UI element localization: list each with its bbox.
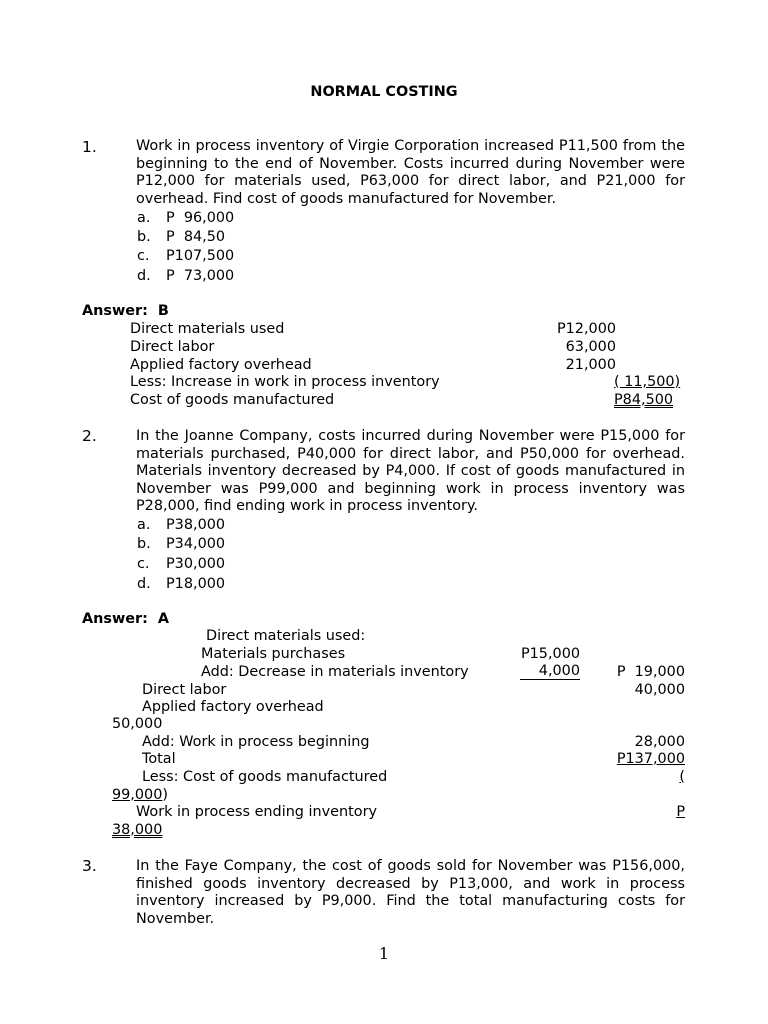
q1-answer: Answer: B [82, 303, 169, 319]
q2-add-decrease-label: Add: Decrease in materials inventory [201, 664, 469, 680]
q1-row-col2 [614, 392, 673, 409]
q2-total-label: Total [142, 751, 176, 767]
q2-less-cgm-paren: ( [679, 769, 685, 785]
q2-mat-purchases-value: P15,000 [520, 646, 580, 662]
q1-row-col1: 63,000 [565, 339, 616, 355]
q2-choice-a-letter: a. [137, 517, 151, 533]
q1-choice-b: P 84,50 [166, 229, 226, 245]
q2-total-value: P137,000 [616, 751, 685, 767]
q1-cgm-value: P84,500 [614, 392, 674, 408]
q2-less-cgm-cell [112, 787, 168, 804]
q1-row-label: Less: Increase in work in process inventory [130, 374, 440, 390]
q2-less-cgm-close: ) [162, 787, 168, 803]
q2-less-cgm-label: Less: Cost of goods manufactured [142, 769, 388, 785]
q2-choice-a: P38,000 [166, 517, 226, 533]
page-number: 1 [378, 944, 390, 963]
q2-choice-b-letter: b. [137, 536, 151, 552]
q3-number: 3. [82, 857, 97, 875]
q2-wip-end-p-cell [660, 804, 685, 821]
q2-less-cgm-value: 99,000 [112, 787, 163, 803]
q1-row-label: Direct materials used [130, 321, 285, 337]
q3-text: In the Faye Company, the cost of goods sold for November was P156,000, finished goods inventory decreased by P13,000, and work in process inventory increased by P9,000. Find the total manufacturing costs for November. [136, 858, 685, 927]
q1-row-col1: P12,000 [556, 321, 616, 337]
q2-wip-end-p: P [676, 804, 685, 820]
q2-dm-used-label: Direct materials used: [206, 628, 366, 644]
q2-wip-beg-value: 28,000 [634, 734, 685, 750]
q2-choice-c: P30,000 [166, 556, 226, 572]
q2-text: In the Joanne Company, costs incurred during November were P15,000 for materials purchased, P40,000 for direct labor, and P50,000 for overhead. Materials inventory decreased by P4,000. If cost of goods manufactured in November was P99,000 and beginning work in process inventory was P28,000, find ending work in process inventory. [136, 428, 685, 515]
q1-choice-d-letter: d. [137, 268, 151, 284]
q1-choice-a-letter: a. [137, 210, 151, 226]
q2-choice-d-letter: d. [137, 576, 151, 592]
q2-total-cell [590, 751, 685, 768]
q1-choice-c: P107,500 [166, 248, 235, 264]
q2-number: 2. [82, 427, 97, 445]
page-title: NORMAL COSTING [310, 84, 458, 100]
q2-choice-b: P34,000 [166, 536, 226, 552]
q1-row-label: Direct labor [130, 339, 215, 355]
q1-choice-a: P 96,000 [166, 210, 235, 226]
q2-answer: Answer: A [82, 611, 170, 627]
q2-wip-end-value: 38,000 [112, 822, 163, 838]
q1-choice-c-letter: c. [137, 248, 150, 264]
q2-direct-labor-label: Direct labor [142, 682, 227, 698]
q2-less-cgm-paren-cell [660, 769, 685, 786]
q2-mat-purchases-label: Materials purchases [201, 646, 346, 662]
q2-dm-total-value: P 19,000 [616, 664, 685, 680]
q2-choice-c-letter: c. [137, 556, 150, 572]
q1-row-col1: 21,000 [565, 357, 616, 373]
q2-overhead-label: Applied factory overhead [142, 699, 324, 715]
q1-choice-b-letter: b. [137, 229, 151, 245]
q1-row-label: Cost of goods manufactured [130, 392, 335, 408]
q1-increase-value: ( 11,500) [614, 374, 681, 390]
q1-choice-d: P 73,000 [166, 268, 235, 284]
q2-wip-end-cell [112, 822, 162, 839]
q1-row-col2 [614, 374, 680, 391]
q2-choice-d: P18,000 [166, 576, 226, 592]
q1-text: Work in process inventory of Virgie Corporation increased P11,500 from the beginning to the end of November. Costs incurred during November were P12,000 for materials used, P63,000 for direct labor, and P21,000 for overhead. Find cost of goods manufactured for November. [136, 138, 685, 207]
q1-number: 1. [82, 138, 97, 156]
q2-wip-end-label: Work in process ending inventory [136, 804, 378, 820]
q1-row-label: Applied factory overhead [130, 357, 312, 373]
q2-direct-labor-value: 40,000 [634, 682, 685, 698]
q2-overhead-value: 50,000 [112, 716, 163, 732]
q2-wip-beg-label: Add: Work in process beginning [142, 734, 370, 750]
q2-add-decrease-value: 4,000 [520, 664, 580, 680]
